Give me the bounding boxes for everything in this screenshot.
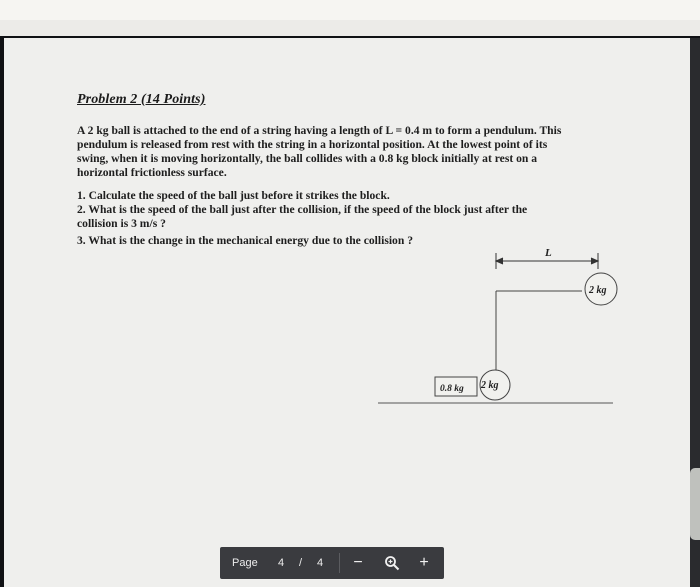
toolbar-divider [339,553,340,573]
zoom-out-button[interactable]: − [353,554,363,571]
question-2-line-2: collision is 3 m/s ? [77,217,166,230]
statement-line: swing, when it is moving horizontally, the ball collides with a 0.8 kg block initially at rest on a [77,152,538,166]
problem-heading: Problem 2 (14 Points) [77,92,206,107]
total-pages: 4 [317,557,324,569]
side-handle[interactable] [690,468,700,540]
question-2-line-1: 2. What is the speed of the ball just after the collision, if the speed of the block just after the [77,203,528,216]
current-page[interactable]: 4 [278,557,285,569]
ball-bottom-label: 2 kg [481,380,499,391]
ball-top-label: 2 kg [589,285,607,296]
pendulum-diagram [370,240,640,420]
window-top-strip [0,0,700,20]
right-edge [690,38,700,587]
statement-line: pendulum is released from rest with the string in a horizontal position. At the lowest point of its [77,138,548,152]
statement-line: horizontal frictionless surface. [77,166,227,180]
pdf-toolbar [220,547,444,579]
block-label: 0.8 kg [440,384,464,394]
zoom-in-button[interactable]: + [419,554,429,571]
statement-line: A 2 kg ball is attached to the end of a string having a length of L = 0.4 m to form a pendulum. This [77,124,562,137]
question-1: 1. Calculate the speed of the ball just before it strikes the block. [77,189,390,202]
window-top-bar [0,0,700,36]
magnifier-icon [384,555,400,571]
page-label: Page [232,557,258,569]
zoom-button[interactable] [378,547,406,579]
pendulum-string [496,291,582,378]
problem-statement [77,124,637,180]
length-label: L [545,247,552,259]
question-3: 3. What is the change in the mechanical energy due to the collision ? [77,234,413,247]
page-separator: / [299,557,303,569]
